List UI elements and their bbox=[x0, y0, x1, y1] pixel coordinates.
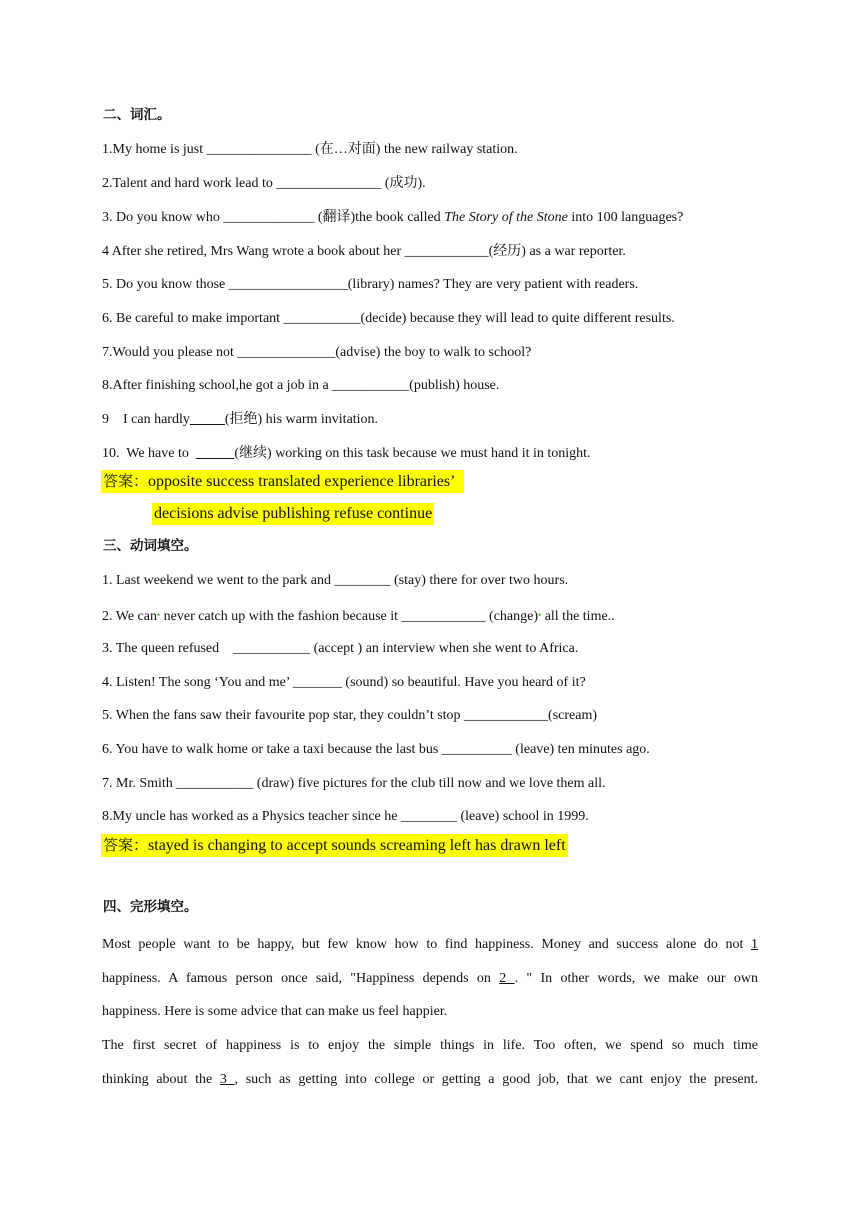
vocab-item-9: 9 I can hardly (拒绝) his warm invitation. bbox=[102, 412, 379, 427]
verb-item-7: 7. Mr. Smith ___________ (draw) five pictures for the club till now and we love them all. bbox=[102, 776, 606, 791]
verb-item-1: 1. Last weekend we went to the park and ________ (stay) there for over two hours. bbox=[102, 573, 569, 588]
vocab-item-6: 6. Be careful to make important ___________(decide) because they will lead to quite different results. bbox=[102, 311, 675, 326]
vocab-answer-line-1: 答案：opposite success translated experience libraries’ bbox=[101, 470, 464, 493]
verb-item-3: 3. The queen refused ___________ (accept ) an interview when she went to Africa. bbox=[102, 641, 579, 656]
section-heading-verbs: 三、动词填空。 bbox=[103, 538, 198, 554]
verb-item-2: 2. We can• never catch up with the fashion because it ____________ (change)• all the time.. bbox=[102, 609, 615, 624]
section-heading-cloze: 四、完形填空。 bbox=[103, 899, 198, 915]
verb-item-8: 8.My uncle has worked as a Physics teacher since he ________ (leave) school in 1999. bbox=[102, 809, 589, 824]
verbs-answer-line: 答案：stayed is changing to accept sounds screaming left has drawn left bbox=[101, 834, 568, 857]
vocab-item-7: 7.Would you please not ______________(advise) the boy to walk to school? bbox=[102, 345, 532, 360]
cloze-paragraph-2-line-2: thinking about the 3 , such as getting into college or getting a good job, that we cant enjoy the present. bbox=[102, 1072, 758, 1087]
verb-item-4: 4. Listen! The song ‘You and me’ _______ (sound) so beautiful. Have you heard of it? bbox=[102, 675, 586, 690]
cloze-paragraph-1-line-1: Most people want to be happy, but few know how to find happiness. Money and success alone do not 1 bbox=[102, 937, 758, 952]
cloze-paragraph-2-line-1: The first secret of happiness is to enjoy the simple things in life. Too often, we spend so much time bbox=[102, 1038, 758, 1053]
cloze-paragraph-1-line-3: happiness. Here is some advice that can make us feel happier. bbox=[102, 1004, 448, 1019]
verb-item-6: 6. You have to walk home or take a taxi because the last bus __________ (leave) ten minutes ago. bbox=[102, 742, 650, 757]
vocab-item-1: 1.My home is just _______________ (在…对面) the new railway station. bbox=[102, 142, 518, 157]
section-heading-vocabulary: 二、词汇。 bbox=[103, 107, 171, 123]
vocab-item-3: 3. Do you know who _____________ (翻译)the book called The Story of the Stone into 100 languages? bbox=[102, 210, 684, 225]
vocab-item-5: 5. Do you know those _________________(library) names? They are very patient with readers. bbox=[102, 277, 639, 292]
verb-item-5: 5. When the fans saw their favourite pop star, they couldn’t stop ____________(scream) bbox=[102, 708, 598, 723]
cloze-paragraph-1-line-2: happiness. A famous person once said, "Happiness depends on 2 . " In other words, we make our own bbox=[102, 971, 759, 986]
vocab-item-4: 4 After she retired, Mrs Wang wrote a book about her ____________(经历) as a war reporter. bbox=[102, 244, 626, 259]
vocab-item-8: 8.After finishing school,he got a job in a ___________(publish) house. bbox=[102, 378, 500, 393]
vocab-answer-line-2: decisions advise publishing refuse continue bbox=[152, 503, 434, 525]
vocab-item-10: 10. We have to (继续) working on this task because we must hand it in tonight. bbox=[102, 446, 591, 461]
vocab-item-2: 2.Talent and hard work lead to _______________ (成功). bbox=[102, 176, 426, 191]
